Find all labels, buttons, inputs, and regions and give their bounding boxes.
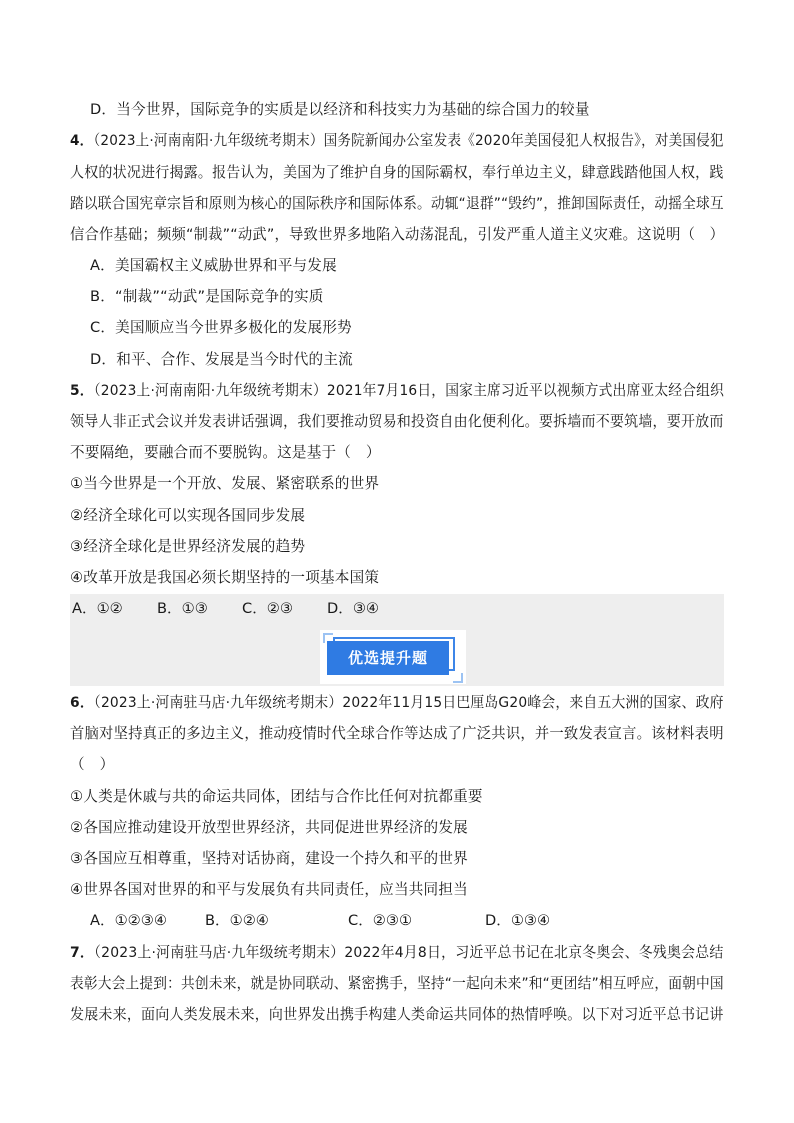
section-badge: 优选提升题 [327,641,449,675]
q4-text: （2023上·河南南阳·九年级统考期末）国务院新闻办公室发表《2020年美国侵犯人权报告》，对美国侵犯 [93,132,724,149]
q6-line-1 [70,693,724,713]
q6-statement-1: ①人类是休戚与共的命运共同体，团结与合作比任何对抗都重要 [70,788,483,805]
q5-option-a[interactable]: A．①② [72,600,123,617]
q5-option-d[interactable]: D．③④ [327,600,379,617]
q7-number: 7． [70,944,95,961]
q6-option-c[interactable]: C．②③① [348,912,413,929]
q6-statement-4: ④世界各国对世界的和平与发展负有共同责任，应当共同担当 [70,881,468,898]
q4-line-1 [70,131,724,151]
q5-statement-4: ④改革开放是我国必须长期坚持的一项基本国策 [70,569,380,586]
q4-line-2: 人权的状况进行揭露。报告认为，美国为了维护自身的国际霸权，奉行单边主义，肆意践踏他国人权，践 [70,164,724,181]
q6-line-2: 首脑对坚持真正的多边主义，推动疫情时代全球合作等达成了广泛共识，并一致发表宣言。该材料表明 [70,725,724,742]
q5-text: （2023上·河南南阳·九年级统考期末）2021年7月16日，国家主席习近平以视频方式出席亚太经合组织 [93,382,725,399]
q5-line-1 [70,381,724,401]
q6-statement-3: ③各国应互相尊重，坚持对话协商，建设一个持久和平的世界 [70,850,468,867]
q5-option-c[interactable]: C．②③ [242,600,293,617]
q5-statement-2: ②经济全球化可以实现各国同步发展 [70,507,306,524]
q5-line-2: 领导人非正式会议并发表讲话强调，我们要推动贸易和投资自由化便利化。要拆墙而不要筑墙，要开放而 [70,413,724,430]
badge-corner-decoration [453,673,463,683]
q4-number: 4． [70,132,94,149]
q4-option-c[interactable]: C．美国顺应当今世界多极化的发展形势 [90,319,352,336]
q5-line-3: 不要隔绝，要融合而不要脱钩。这是基于（ ） [70,444,381,461]
q4-option-b[interactable]: B．“制裁”“动武”是国际竞争的实质 [90,288,324,305]
q6-option-a[interactable]: A．①②③④ [90,912,167,929]
q6-line-3: （ ） [70,756,115,773]
q4-option-a[interactable]: A．美国霸权主义威胁世界和平与发展 [90,257,337,274]
q5-number: 5． [70,382,94,399]
q7-line-1 [70,943,724,963]
q6-option-d[interactable]: D．①③④ [485,912,551,929]
q4-line-4: 信合作基础；频频“制裁”“动武”，导致世界多地陷入动荡混乱，引发严重人道主义灾难。这说明（ ） [70,226,725,243]
q5-statement-1: ①当今世界是一个开放、发展、紧密联系的世界 [70,475,380,492]
q7-line-2: 表彰大会上提到：共创未来，就是协同联动、紧密携手，坚持“一起向未来”和“更团结”相互呼应，面朝中国 [70,975,724,992]
q6-number: 6． [70,694,94,711]
q3-option-d: D．当今世界，国际竞争的实质是以经济和科技实力为基础的综合国力的较量 [90,101,590,118]
q4-option-d[interactable]: D．和平、合作、发展是当今时代的主流 [90,351,353,368]
q7-text: （2023上·河南驻马店·九年级统考期末）2022年4月8日，习近平总书记在北京冬奥会、冬残奥会总结 [94,944,724,961]
q5-option-b[interactable]: B．①③ [157,600,208,617]
q6-option-b[interactable]: B．①②④ [205,912,269,929]
q5-statement-3: ③经济全球化是世界经济发展的趋势 [70,538,306,555]
q4-line-3: 踏以联合国宪章宗旨和原则为核心的国际秩序和国际体系。动辄“退群”“毁约”，推卸国际责任，动摇全球互 [70,195,724,212]
q6-text: （2023上·河南驻马店·九年级统考期末）2022年11月15日巴厘岛G20峰会，来自五大洲的国家、政府 [93,694,724,711]
q7-line-3: 发展未来，面向人类发展未来，向世界发出携手构建人类命运共同体的热情呼唤。以下对习近平总书记讲 [70,1006,724,1023]
q6-statement-2: ②各国应推动建设开放型世界经济，共同促进世界经济的发展 [70,819,468,836]
